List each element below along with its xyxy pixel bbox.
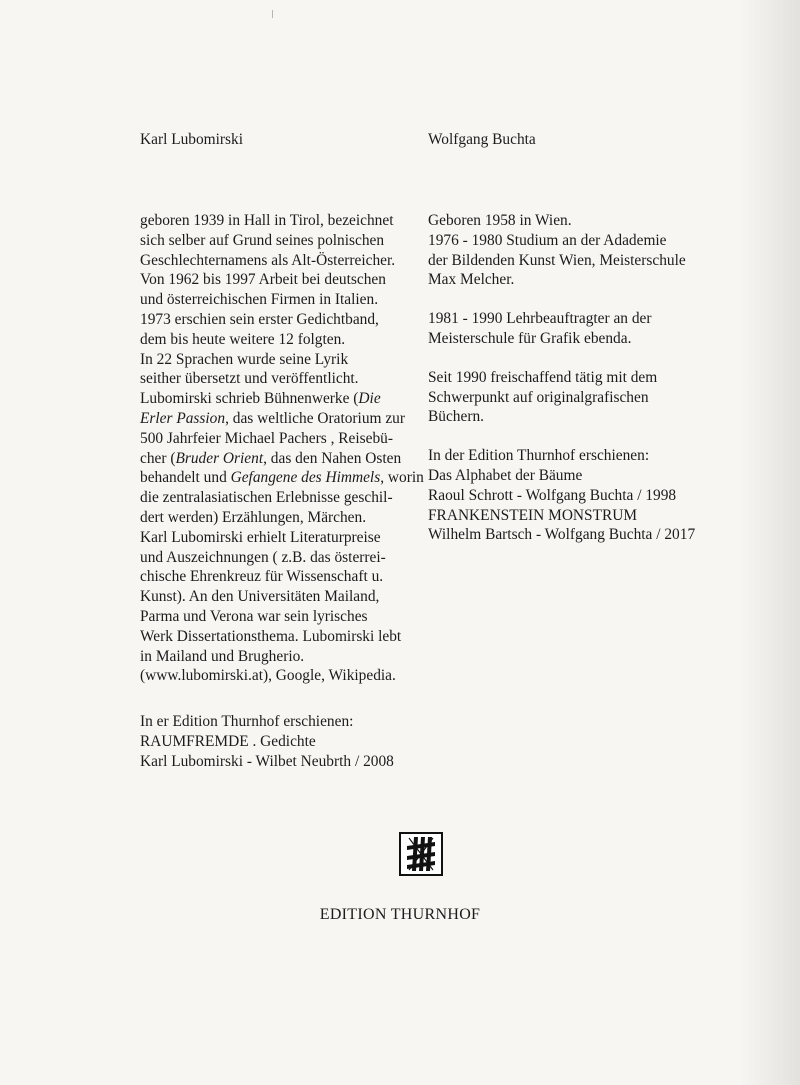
edition-line: Wilhelm Bartsch - Wolfgang Buchta / 2017 <box>428 526 696 544</box>
work-title-gefangene-des-himmels: Gefangene des Himmels <box>230 469 381 487</box>
edition-line: Das Alphabet der Bäume <box>428 466 583 484</box>
edition-thurnhof-logo-icon <box>399 832 443 876</box>
bio-line: Schwerpunkt auf originalgrafischen <box>428 388 649 406</box>
page-mark <box>272 10 273 18</box>
bio-text: , das weltliche Oratorium zur <box>225 409 406 427</box>
edition-line: In er Edition Thurnhof erschienen: <box>140 713 354 730</box>
bio-line: und Auszeichnungen ( z.B. das österrei- <box>140 548 386 566</box>
artist-name-buchta: Wolfgang Buchta <box>428 131 536 148</box>
bio-line: Werk Dissertationsthema. Lubomirski lebt <box>140 627 402 645</box>
bio-line: Geschlechternamens als Alt-Österreicher. <box>140 251 396 269</box>
bio-line: und österreichischen Firmen in Italien. <box>140 291 379 309</box>
paragraph-gap <box>428 290 728 309</box>
bio-line: Max Melcher. <box>428 271 515 289</box>
bio-line: (www.lubomirski.at), Google, Wikipedia. <box>140 667 396 685</box>
bio-line: Karl Lubomirski erhielt Literaturpreise <box>140 528 381 546</box>
author-name-lubomirski: Karl Lubomirski <box>140 131 244 148</box>
bio-line <box>140 468 430 488</box>
work-title-die: Die <box>358 390 381 408</box>
bio-line <box>140 409 430 429</box>
bio-line: Parma und Verona war sein lyrisches <box>140 607 368 625</box>
paragraph-gap <box>428 349 728 368</box>
bio-line: In 22 Sprachen wurde seine Lyrik <box>140 350 349 368</box>
bio-line: chische Ehrenkreuz für Wissenschaft u. <box>140 568 384 586</box>
buchta-biography <box>428 211 728 545</box>
bio-line: 500 Jahrfeier Michael Pachers , Reisebü- <box>140 429 393 447</box>
bio-text: Lubomirski schrieb Bühnenwerke ( <box>140 390 359 408</box>
bio-line: Kunst). An den Universitäten Mailand, <box>140 588 380 606</box>
bio-line: Seit 1990 freischaffend tätig mit dem <box>428 368 658 386</box>
bio-text: cher ( <box>140 449 176 467</box>
paragraph-gap <box>428 427 728 446</box>
bio-line: 1973 erschien sein erster Gedichtband, <box>140 310 379 328</box>
work-title-bruder-orient: Bruder Orient <box>175 449 264 467</box>
work-title-erler-passion: Erler Passion <box>140 409 226 427</box>
edition-line: Karl Lubomirski - Wilbet Neubrth / 2008 <box>140 752 394 770</box>
bio-line: sich selber auf Grund seines polnischen <box>140 231 385 249</box>
bio-line: Geboren 1958 in Wien. <box>428 212 572 229</box>
bio-line: dert werden) Erzählungen, Märchen. <box>140 508 367 526</box>
edition-line: In der Edition Thurnhof erschienen: <box>428 447 650 465</box>
bio-text: , das den Nahen Osten <box>263 449 402 467</box>
bio-line: 1981 - 1990 Lehrbeauftragter an der <box>428 310 652 328</box>
bio-line: 1976 - 1980 Studium an der Adademie <box>428 231 667 249</box>
bio-line: geboren 1939 in Hall in Tirol, bezeichnet <box>140 212 394 229</box>
bio-line <box>140 389 430 409</box>
edition-line: Raoul Schrott - Wolfgang Buchta / 1998 <box>428 486 677 504</box>
publisher-name: EDITION THURNHOF <box>319 906 481 923</box>
bio-line: Meisterschule für Grafik ebenda. <box>428 329 632 347</box>
bio-line: Von 1962 bis 1997 Arbeit bei deutschen <box>140 271 386 289</box>
bio-line: die zentralasiatischen Erlebnisse geschil- <box>140 489 393 507</box>
edition-line: RAUMFREMDE . Gedichte <box>140 732 316 750</box>
bio-line <box>140 449 430 469</box>
bio-line: seither übersetzt und veröffentlicht. <box>140 370 359 388</box>
lubomirski-biography <box>140 211 430 686</box>
bio-text: , worin <box>380 469 424 487</box>
lubomirski-edition-list <box>140 712 430 771</box>
bio-line: in Mailand und Brugherio. <box>140 647 305 665</box>
bio-line: dem bis heute weitere 12 folgten. <box>140 330 346 348</box>
bio-text: behandelt und <box>140 469 231 487</box>
edition-line: FRANKENSTEIN MONSTRUM <box>428 506 638 524</box>
bio-line: Büchern. <box>428 408 484 426</box>
bio-line: der Bildenden Kunst Wien, Meisterschule <box>428 251 686 269</box>
